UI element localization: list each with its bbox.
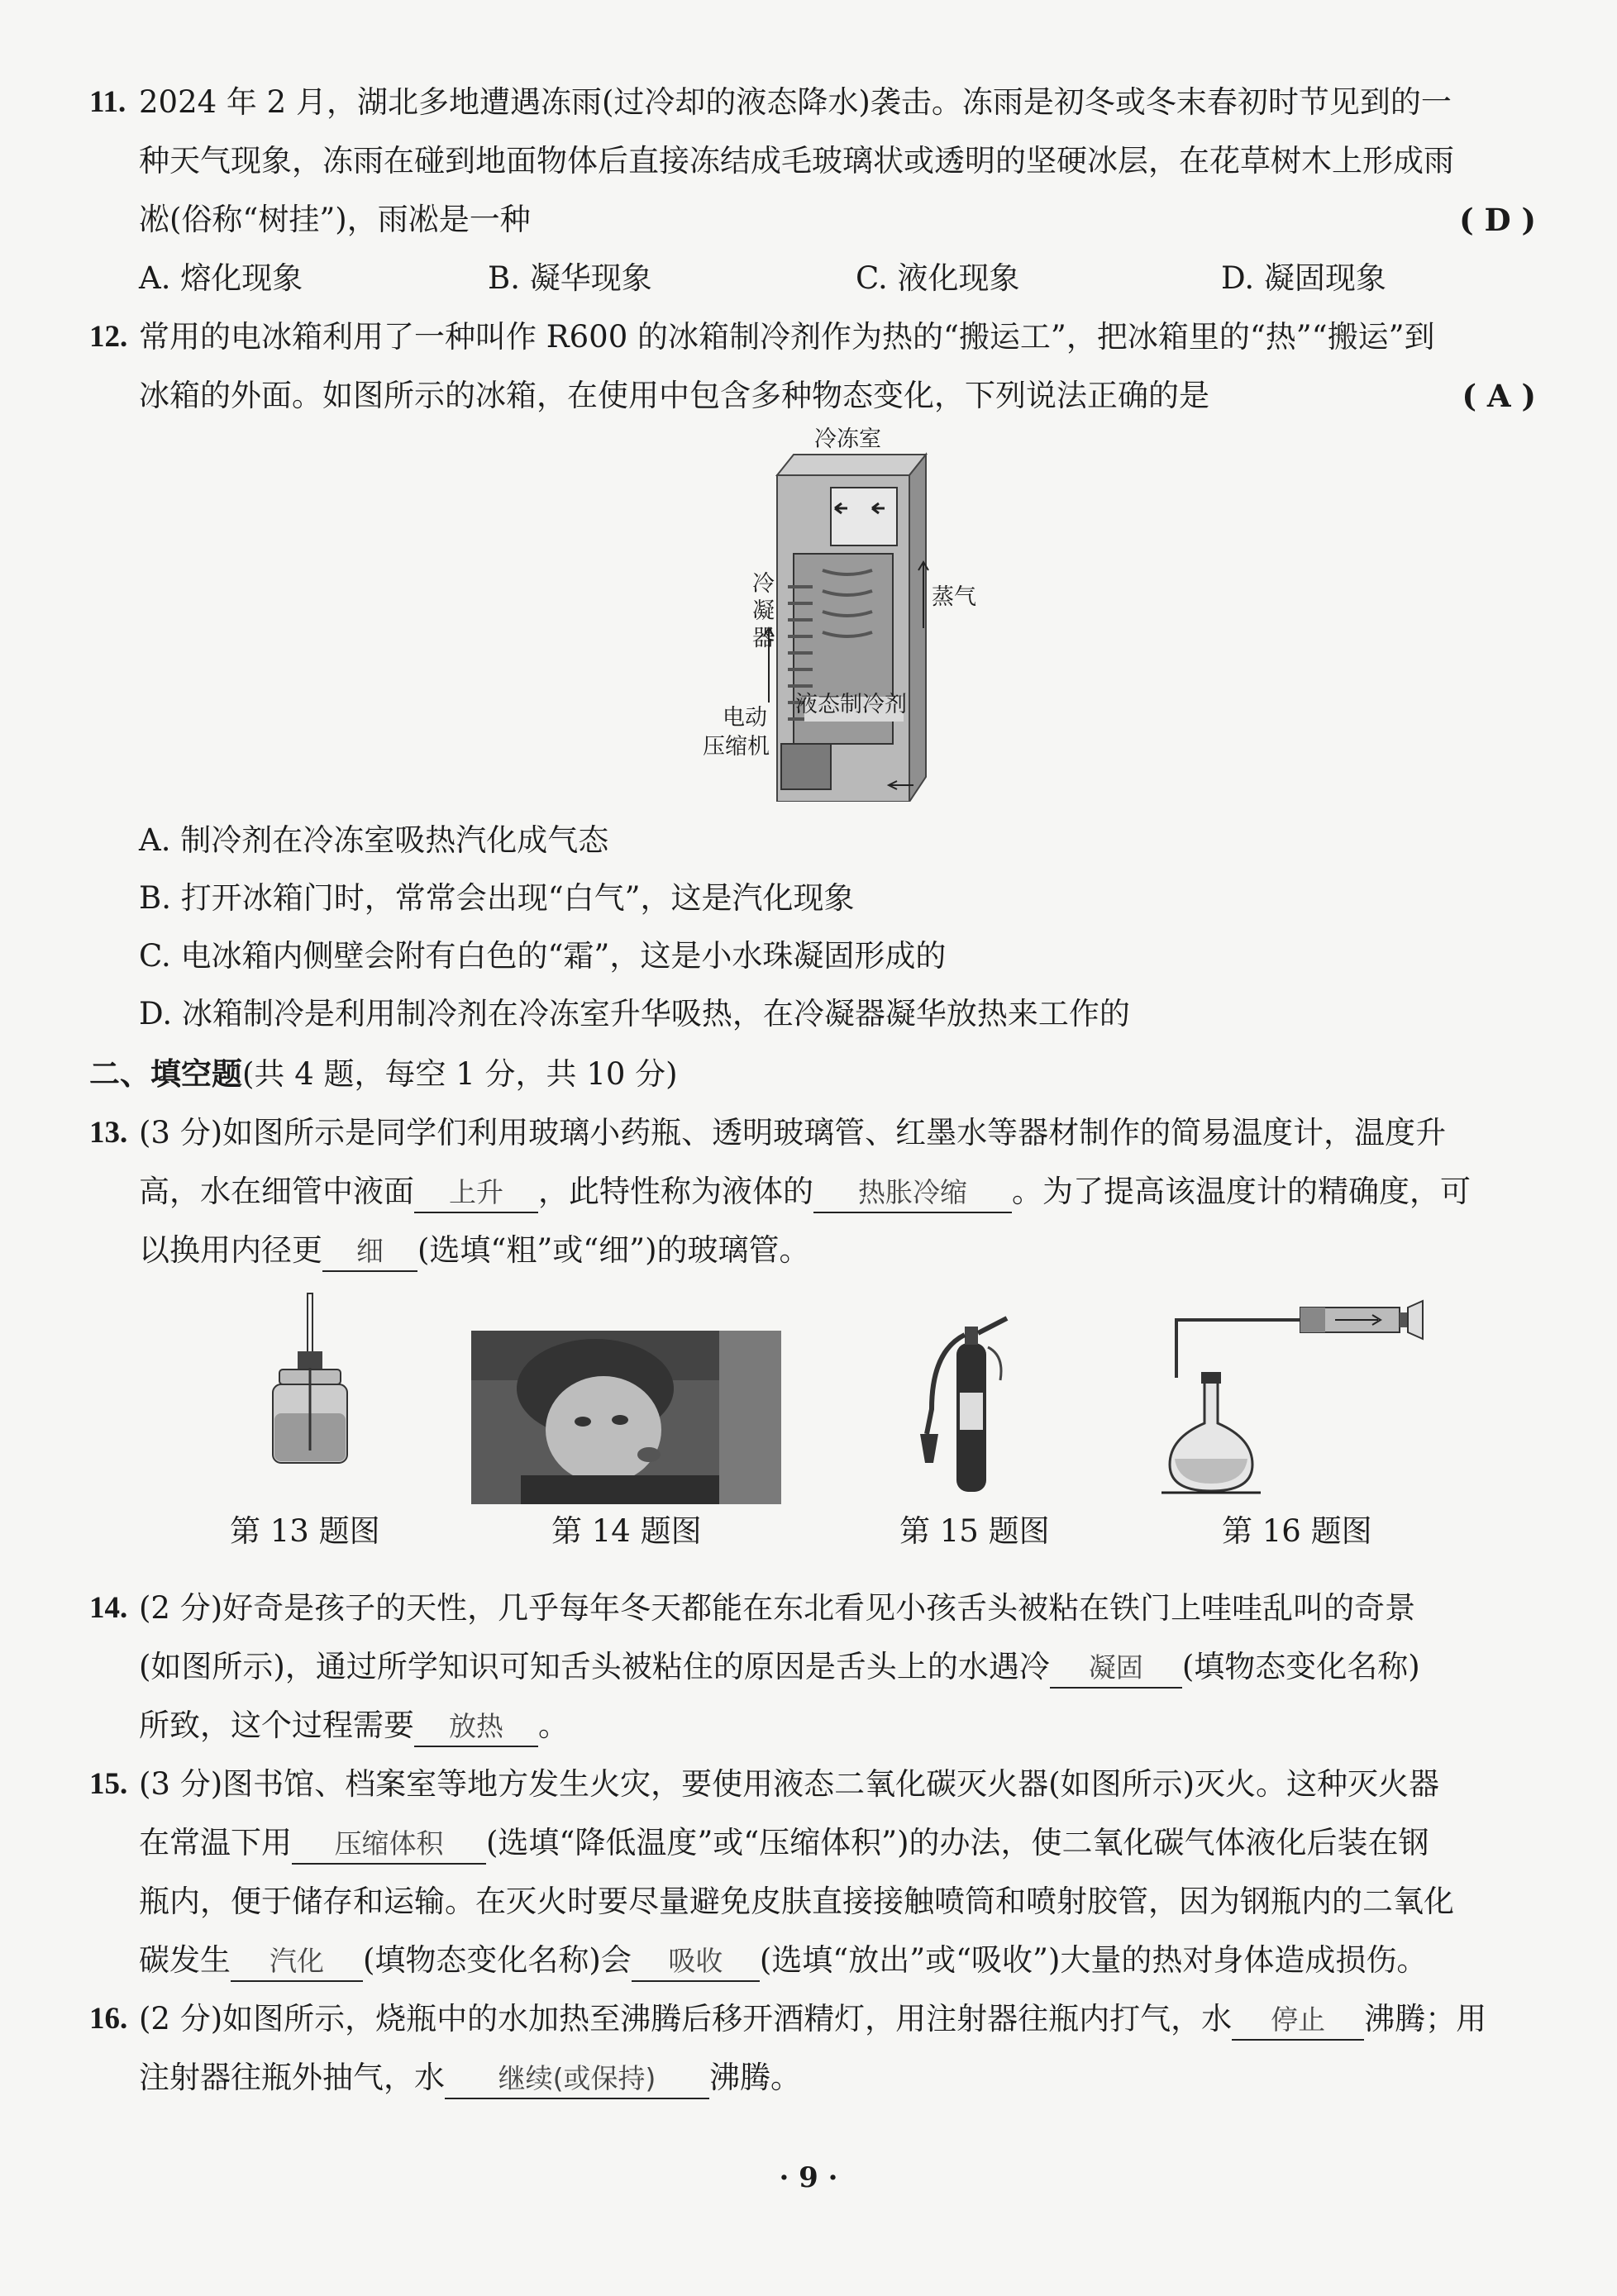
question-15-text-line2 bbox=[139, 1822, 1429, 1865]
question-15-text-line3: 瓶内，便于储存和运输。在灭火时要尽量避免皮肤直接接触喷筒和喷射胶管，因为钢瓶内的二氧化 bbox=[139, 1884, 1454, 1919]
question-12-text-line1: 常用的电冰箱利用了一种叫作 R600 的冰箱制冷剂作为热的“搬运工”，把冰箱里的“热”“搬运”到 bbox=[139, 319, 1435, 355]
q13-text-2a: 高，水在细管中液面 bbox=[139, 1174, 414, 1209]
fig15-caption: 第 15 题图 bbox=[899, 1513, 1050, 1549]
q14-blank-1: 凝固 bbox=[1050, 1649, 1182, 1689]
question-15-text-line1: (3 分)图书馆、档案室等地方发生火灾，要使用液态二氧化碳灭火器(如图所示)灭火。这种灭火器 bbox=[139, 1766, 1440, 1802]
question-16-number: 16. bbox=[89, 2002, 128, 2036]
question-11-number: 11. bbox=[89, 85, 126, 119]
question-13-text-line3 bbox=[139, 1229, 810, 1272]
fig12-label-liquid-refrigerant: 液态制冷剂 bbox=[795, 692, 907, 717]
fig15-fire-extinguisher bbox=[913, 1310, 1021, 1496]
fig12-label-vapor: 蒸气 bbox=[932, 584, 976, 610]
question-12-option-a: A. 制冷剂在冷冻室吸热汽化成气态 bbox=[139, 822, 609, 858]
q13-text-3b: (选填“粗”或“细”)的玻璃管。 bbox=[417, 1232, 810, 1268]
fig14-caption: 第 14 题图 bbox=[551, 1513, 702, 1549]
question-12-number: 12. bbox=[89, 320, 128, 354]
question-12-option-b: B. 打开冰箱门时，常常会出现“白气”，这是汽化现象 bbox=[139, 880, 855, 916]
question-14-text-line1: (2 分)好奇是孩子的天性，几乎每年冬天都能在东北看见小孩舌头被粘在铁门上哇哇乱叫的奇景 bbox=[139, 1590, 1416, 1626]
q15-text-2b: (选填“降低温度”或“压缩体积”)的办法，使二氧化碳气体液化后装在钢 bbox=[486, 1825, 1429, 1860]
q15-text-4a: 碳发生 bbox=[139, 1942, 231, 1978]
fig12-label-compressor-1: 电动 bbox=[723, 705, 767, 731]
fig12-label-condenser-1: 冷 bbox=[752, 571, 775, 597]
fig13-caption: 第 13 题图 bbox=[230, 1513, 380, 1549]
question-11-text-line1: 2024 年 2 月，湖北多地遭遇冻雨(过冷却的液态降水)袭击。冻雨是初冬或冬末春初时节见到的一 bbox=[139, 84, 1452, 120]
question-11-answer: ( D ) bbox=[1459, 202, 1536, 238]
question-13-text-line2 bbox=[139, 1170, 1471, 1213]
q13-blank-3: 细 bbox=[322, 1232, 417, 1272]
q14-blank-2: 放热 bbox=[414, 1708, 538, 1747]
q15-text-4b: (填物态变化名称)会 bbox=[363, 1942, 632, 1978]
q14-text-3b: 。 bbox=[538, 1708, 569, 1743]
fig16-caption: 第 16 题图 bbox=[1222, 1513, 1372, 1549]
question-13-text-line1: (3 分)如图所示是同学们利用玻璃小药瓶、透明玻璃管、红墨水等器材制作的简易温度计，温度升 bbox=[139, 1115, 1447, 1150]
question-11-text-line3: 凇(俗称“树挂”)，雨凇是一种 bbox=[139, 202, 531, 237]
q13-text-2b: ，此特性称为液体的 bbox=[538, 1174, 813, 1209]
q16-blank-1: 停止 bbox=[1232, 2001, 1364, 2041]
section-2-title: 二、填空题 bbox=[89, 1055, 242, 1092]
q13-text-3a: 以换用内径更 bbox=[139, 1232, 322, 1268]
fig12-label-freezer: 冷冻室 bbox=[814, 426, 881, 452]
question-14-number: 14. bbox=[89, 1591, 128, 1625]
question-16-text-line2 bbox=[139, 2056, 801, 2099]
question-11-text-line2: 种天气现象，冻雨在碰到地面物体后直接冻结成毛玻璃状或透明的坚硬冰层，在花草树木上形成雨 bbox=[139, 143, 1454, 179]
q13-text-2c: 。为了提高该温度计的精确度，可 bbox=[1012, 1174, 1471, 1209]
question-13-number: 13. bbox=[89, 1116, 128, 1150]
q14-text-2a: (如图所示)，通过所学知识可知舌头被粘住的原因是舌头上的水遇冷 bbox=[139, 1649, 1050, 1684]
fig12-label-condenser-2: 凝 bbox=[752, 598, 775, 624]
question-14-text-line3 bbox=[139, 1704, 569, 1747]
q16-text-2a: 注射器往瓶外抽气，水 bbox=[139, 2060, 445, 2095]
q16-blank-2: 继续(或保持) bbox=[445, 2060, 709, 2099]
q15-blank-1: 压缩体积 bbox=[292, 1825, 486, 1865]
question-12-option-d: D. 冰箱制冷是利用制冷剂在冷冻室升华吸热，在冷凝器凝华放热来工作的 bbox=[139, 996, 1130, 1031]
q13-blank-1: 上升 bbox=[414, 1174, 538, 1213]
q15-blank-2: 汽化 bbox=[231, 1942, 363, 1982]
q14-text-3a: 所致，这个过程需要 bbox=[139, 1708, 414, 1743]
question-12-option-c: C. 电冰箱内侧壁会附有白色的“霜”，这是小水珠凝固形成的 bbox=[139, 938, 947, 974]
page-number: · 9 · bbox=[779, 2161, 838, 2194]
question-16-text-line1 bbox=[139, 1998, 1486, 2041]
q16-text-2b: 沸腾。 bbox=[709, 2060, 801, 2095]
question-11-option-d: D. 凝固现象 bbox=[1221, 260, 1386, 296]
fig13-thermometer-bottle bbox=[265, 1289, 355, 1471]
q16-text-1b: 沸腾；用 bbox=[1364, 2001, 1487, 2036]
section-2-subtitle: (共 4 题，每空 1 分，共 10 分) bbox=[242, 1056, 678, 1092]
fig12-label-compressor-2: 压缩机 bbox=[703, 734, 770, 760]
question-12-answer: ( A ) bbox=[1462, 378, 1536, 414]
question-15-text-line4 bbox=[139, 1939, 1427, 1982]
question-12-text-line2: 冰箱的外面。如图所示的冰箱，在使用中包含多种物态变化，下列说法正确的是 bbox=[139, 378, 1209, 413]
question-11-option-c: C. 液化现象 bbox=[856, 260, 1020, 296]
question-14-text-line2 bbox=[139, 1646, 1420, 1689]
q13-blank-2: 热胀冷缩 bbox=[813, 1174, 1012, 1213]
q14-text-2b: (填物态变化名称) bbox=[1181, 1649, 1420, 1684]
fig14-child-photo bbox=[471, 1331, 781, 1504]
question-15-number: 15. bbox=[89, 1767, 128, 1801]
q15-blank-3: 吸收 bbox=[632, 1942, 760, 1982]
q15-text-2a: 在常温下用 bbox=[139, 1825, 292, 1860]
question-11-option-b: B. 凝华现象 bbox=[488, 260, 652, 296]
fig16-flask-syringe bbox=[1161, 1298, 1434, 1496]
section-2-heading bbox=[89, 1052, 678, 1096]
question-11-option-a: A. 熔化现象 bbox=[139, 260, 303, 296]
q15-text-4c: (选填“放出”或“吸收”)大量的热对身体造成损伤。 bbox=[759, 1942, 1428, 1978]
fig12-label-condenser-3: 器 bbox=[752, 626, 775, 651]
q16-text-1a: (2 分)如图所示，烧瓶中的水加热至沸腾后移开酒精灯，用注射器往瓶内打气，水 bbox=[139, 2001, 1233, 2036]
